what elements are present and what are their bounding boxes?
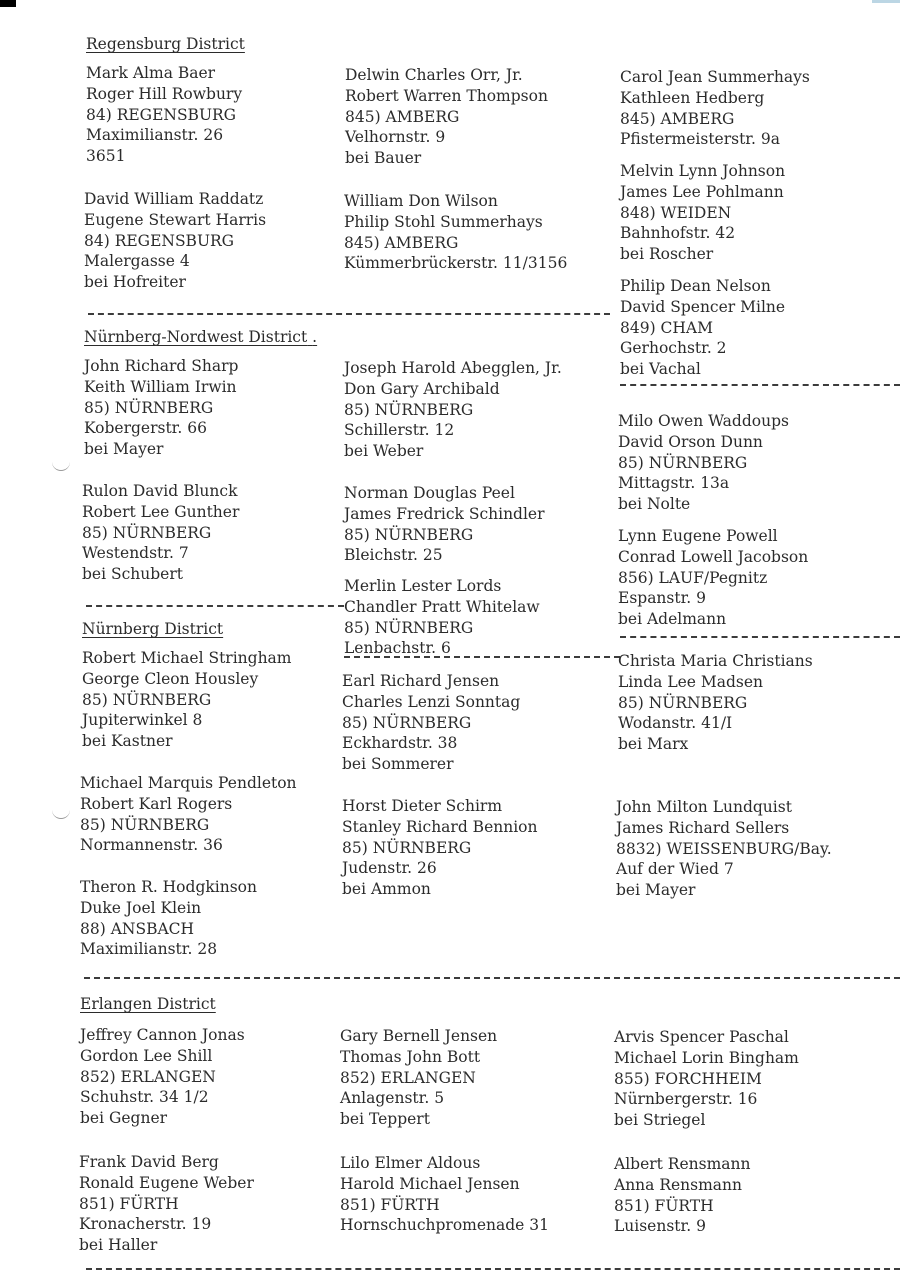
person-name: Arvis Spencer Paschal <box>614 1028 789 1046</box>
person-name: David Orson Dunn <box>618 432 763 451</box>
person-name: James Lee Pohlmann <box>620 182 784 201</box>
address-line: Kronacherstr. 19 <box>79 1215 212 1234</box>
address-line: bei Mayer <box>616 881 696 900</box>
address-line: Schillerstr. 12 <box>344 421 455 440</box>
address-line: Maximilianstr. 28 <box>80 940 218 959</box>
section-heading-erlangen: Erlangen District <box>80 995 216 1013</box>
address-line: Westendstr. 7 <box>82 544 189 563</box>
person-name: Lynn Eugene Powell <box>618 527 778 545</box>
address-entry <box>614 1027 799 1131</box>
person-name: Delwin Charles Orr, Jr. <box>345 66 523 84</box>
person-name: Philip Stohl Summerhays <box>344 212 543 231</box>
postal-city: 85) NÜRNBERG <box>618 693 748 712</box>
address-entry <box>616 797 832 901</box>
address-line: Eckhardstr. 38 <box>342 734 458 753</box>
address-line: Velhornstr. 9 <box>345 128 446 147</box>
separator-line <box>86 605 344 607</box>
section-heading-nuernberg: Nürnberg District <box>82 620 224 638</box>
person-name: Chandler Pratt Whitelaw <box>344 597 540 616</box>
address-entry <box>80 1025 245 1129</box>
address-line: bei Bauer <box>345 149 422 168</box>
person-name: Milo Owen Waddoups <box>618 412 789 430</box>
address-entry <box>84 356 238 460</box>
person-name: Merlin Lester Lords <box>344 577 502 595</box>
address-entry <box>342 796 537 900</box>
person-name: Mark Alma Baer <box>86 64 216 82</box>
section-heading-regensburg: Regensburg District <box>86 35 245 53</box>
postal-city: 84) REGENSBURG <box>84 231 235 250</box>
person-name: David William Raddatz <box>84 190 264 208</box>
postal-city: 85) NÜRNBERG <box>618 453 748 472</box>
person-name: Anna Rensmann <box>614 1175 743 1194</box>
address-entry <box>82 481 239 585</box>
address-entry <box>342 671 520 775</box>
address-line: bei Adelmann <box>618 610 727 629</box>
person-name: David Spencer Milne <box>620 297 786 316</box>
address-line: Luisenstr. 9 <box>614 1217 706 1236</box>
postal-city: 852) ERLANGEN <box>80 1067 216 1086</box>
postal-city: 845) AMBERG <box>620 109 735 128</box>
address-entry <box>80 773 297 856</box>
separator-line <box>620 384 900 386</box>
address-entry <box>344 358 562 462</box>
address-entry <box>614 1154 751 1237</box>
person-name: Norman Douglas Peel <box>344 484 515 502</box>
person-name: Thomas John Bott <box>340 1047 481 1066</box>
person-name: Philip Dean Nelson <box>620 277 771 295</box>
person-name: Conrad Lowell Jacobson <box>618 547 809 566</box>
address-line: Pfistermeisterstr. 9a <box>620 130 780 149</box>
address-line: bei Sommerer <box>342 755 454 774</box>
postal-city: 88) ANSBACH <box>80 919 195 938</box>
person-name: Carol Jean Summerhays <box>620 68 810 86</box>
postal-city: 856) LAUF/Pegnitz <box>618 568 768 587</box>
address-line: bei Striegel <box>614 1111 706 1130</box>
address-entry <box>345 65 548 169</box>
person-name: Robert Lee Gunther <box>82 502 240 521</box>
person-name: John Milton Lundquist <box>616 798 792 816</box>
person-name: Earl Richard Jensen <box>342 672 500 690</box>
address-entry <box>620 67 810 150</box>
address-line: bei Schubert <box>82 565 183 584</box>
postal-city: 852) ERLANGEN <box>340 1068 476 1087</box>
address-line: Hornschuchpromenade 31 <box>340 1216 550 1235</box>
separator-line <box>84 977 900 979</box>
postal-city: 8832) WEISSENBURG/Bay. <box>616 839 832 858</box>
person-name: Frank David Berg <box>79 1153 219 1171</box>
person-name: Michael Lorin Bingham <box>614 1048 799 1067</box>
separator-line <box>86 1268 900 1270</box>
punch-hole-mark <box>52 460 70 471</box>
address-line: bei Gegner <box>80 1109 168 1128</box>
address-line: Anlagenstr. 5 <box>340 1089 445 1108</box>
person-name: Michael Marquis Pendleton <box>80 774 297 792</box>
postal-city: 85) NÜRNBERG <box>84 398 214 417</box>
separator-line <box>620 636 900 638</box>
corner-mark <box>0 0 16 7</box>
postal-city: 85) NÜRNBERG <box>342 838 472 857</box>
postal-city: 851) FÜRTH <box>340 1195 440 1214</box>
person-name: Linda Lee Madsen <box>618 672 764 691</box>
section-heading-nuernberg-nordwest: Nürnberg-Nordwest District . <box>84 328 318 346</box>
postal-city: 845) AMBERG <box>344 233 459 252</box>
address-entry <box>82 648 292 752</box>
address-entry <box>618 411 789 515</box>
address-line: Kobergerstr. 66 <box>84 419 207 438</box>
address-entry <box>79 1152 254 1256</box>
person-name: Rulon David Blunck <box>82 482 238 500</box>
person-name: William Don Wilson <box>344 192 498 210</box>
address-line: Auf der Wied 7 <box>616 860 734 879</box>
person-name: Horst Dieter Schirm <box>342 797 503 815</box>
person-name: Melvin Lynn Johnson <box>620 162 786 180</box>
person-name: Keith William Irwin <box>84 377 237 396</box>
person-name: George Cleon Housley <box>82 669 259 688</box>
address-entry <box>618 526 808 630</box>
address-line: Bleichstr. 25 <box>344 546 443 565</box>
address-line: bei Roscher <box>620 245 714 264</box>
address-line: bei Marx <box>618 735 689 754</box>
person-name: James Richard Sellers <box>616 818 790 837</box>
address-line: Wodanstr. 41/I <box>618 714 733 733</box>
address-line: bei Weber <box>344 442 424 461</box>
postal-city: 851) FÜRTH <box>614 1196 714 1215</box>
address-line: Maximilianstr. 26 <box>86 126 224 145</box>
address-line: Schuhstr. 34 1/2 <box>80 1088 209 1107</box>
address-line: Lenbachstr. 6 <box>344 639 451 658</box>
address-entry <box>344 191 567 274</box>
person-name: Christa Maria Christians <box>618 652 813 670</box>
postal-city: 85) NÜRNBERG <box>344 525 474 544</box>
person-name: Don Gary Archibald <box>344 379 500 398</box>
person-name: Duke Joel Klein <box>80 898 202 917</box>
person-name: Charles Lenzi Sonntag <box>342 692 521 711</box>
person-name: Jeffrey Cannon Jonas <box>80 1026 245 1044</box>
person-name: Robert Karl Rogers <box>80 794 233 813</box>
address-line: Kümmerbrückerstr. 11/3156 <box>344 254 568 273</box>
postal-city: 845) AMBERG <box>345 107 460 126</box>
person-name: Roger Hill Rowbury <box>86 84 243 103</box>
person-name: Eugene Stewart Harris <box>84 210 267 229</box>
person-name: Stanley Richard Bennion <box>342 817 538 836</box>
postal-city: 848) WEIDEN <box>620 203 732 222</box>
postal-city: 855) FORCHHEIM <box>614 1069 762 1088</box>
corner-tint <box>872 0 900 3</box>
address-entry <box>84 189 266 293</box>
address-entry <box>344 576 540 659</box>
person-name: Joseph Harold Abegglen, Jr. <box>344 359 562 377</box>
person-name: John Richard Sharp <box>84 357 239 375</box>
person-name: James Fredrick Schindler <box>344 504 545 523</box>
postal-city: 85) NÜRNBERG <box>82 690 212 709</box>
address-line: bei Kastner <box>82 732 173 751</box>
address-entry <box>620 276 785 380</box>
person-name: Albert Rensmann <box>614 1155 751 1173</box>
postal-city: 85) NÜRNBERG <box>80 815 210 834</box>
address-entry <box>344 483 545 566</box>
address-line: bei Haller <box>79 1236 158 1255</box>
address-entry <box>340 1026 497 1130</box>
address-line: Nürnbergerstr. 16 <box>614 1090 758 1109</box>
separator-line <box>88 313 610 315</box>
person-name: Robert Warren Thompson <box>345 86 548 105</box>
address-entry <box>80 877 257 960</box>
person-name: Robert Michael Stringham <box>82 649 292 667</box>
address-line: Bahnhofstr. 42 <box>620 224 736 243</box>
address-line: Jupiterwinkel 8 <box>82 711 203 730</box>
address-line: bei Mayer <box>84 440 164 459</box>
postal-city: 85) NÜRNBERG <box>342 713 472 732</box>
address-line: bei Hofreiter <box>84 273 186 292</box>
person-name: Gary Bernell Jensen <box>340 1027 498 1045</box>
postal-city: 85) NÜRNBERG <box>344 618 474 637</box>
person-name: Kathleen Hedberg <box>620 88 765 107</box>
address-entry <box>618 651 813 755</box>
address-entry <box>86 63 242 167</box>
person-name: Ronald Eugene Weber <box>79 1173 254 1192</box>
person-name: Lilo Elmer Aldous <box>340 1154 481 1172</box>
address-line: 3651 <box>86 147 126 166</box>
address-entry <box>620 161 785 265</box>
postal-city: 851) FÜRTH <box>79 1194 179 1213</box>
address-line: Normannenstr. 36 <box>80 836 223 855</box>
postal-city: 849) CHAM <box>620 318 713 337</box>
person-name: Gordon Lee Shill <box>80 1046 213 1065</box>
person-name: Harold Michael Jensen <box>340 1174 520 1193</box>
address-line: bei Nolte <box>618 495 691 514</box>
address-line: Mittagstr. 13a <box>618 474 730 493</box>
postal-city: 84) REGENSBURG <box>86 105 237 124</box>
address-line: bei Ammon <box>342 880 431 899</box>
address-line: Judenstr. 26 <box>342 859 437 878</box>
address-line: Malergasse 4 <box>84 252 190 271</box>
person-name: Theron R. Hodgkinson <box>80 878 257 896</box>
address-line: bei Teppert <box>340 1110 430 1129</box>
punch-hole-mark <box>52 808 70 819</box>
postal-city: 85) NÜRNBERG <box>82 523 212 542</box>
address-line: bei Vachal <box>620 360 701 379</box>
postal-city: 85) NÜRNBERG <box>344 400 474 419</box>
address-line: Espanstr. 9 <box>618 589 707 608</box>
address-line: Gerhochstr. 2 <box>620 339 727 358</box>
address-entry <box>340 1153 549 1236</box>
